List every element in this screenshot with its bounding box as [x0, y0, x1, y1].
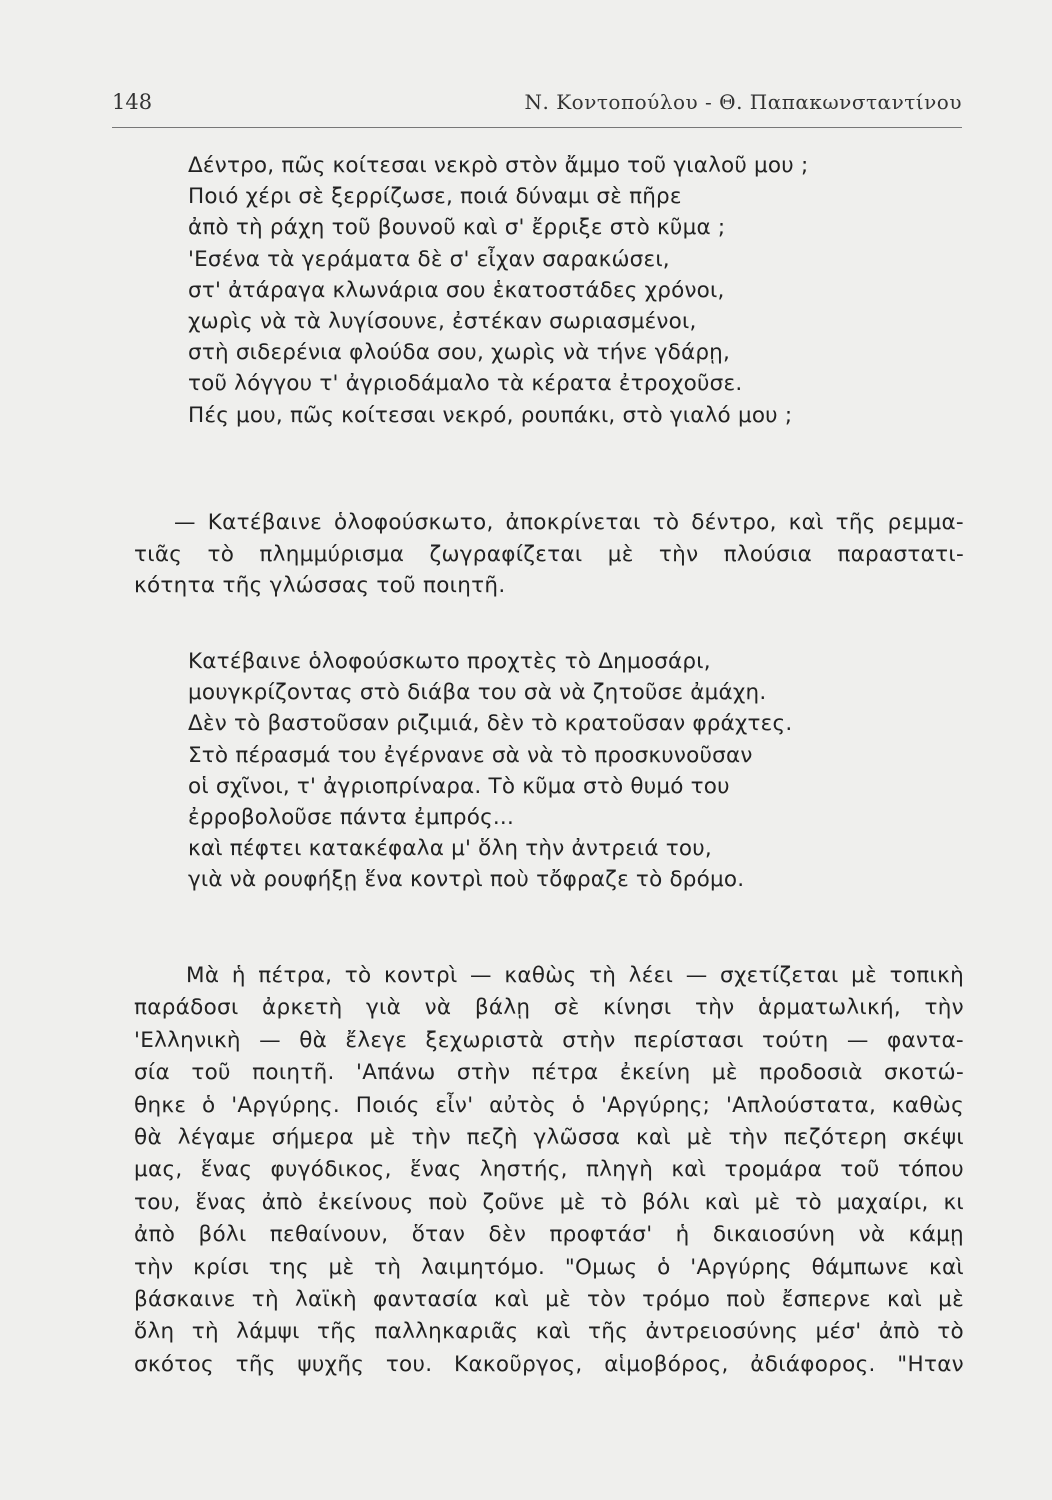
- prose-paragraph-1: [134, 507, 964, 602]
- prose-line: ὅλη τὴ λάμψι τῆς παλληκαριᾶς καὶ τῆς ἀντρειοσύνης μέσ' ἀπὸ τὸ: [134, 1319, 964, 1345]
- prose-line: — Κατέβαινε ὁλοφούσκωτο, ἀποκρίνεται τὸ δέντρο, καὶ τῆς ρεμμα-: [174, 510, 964, 535]
- poem-line: τοῦ λόγγου τ' ἀγριοδάμαλο τὰ κέρατα ἐτροχοῦσε.: [188, 371, 743, 397]
- prose-line: σκότος τῆς ψυχῆς του. Κακοῦργος, αἱμοβόρος, ἀδιάφορος. "Ηταν: [134, 1351, 964, 1377]
- prose-line: παράδοσι ἀρκετὴ γιὰ νὰ βάλῃ σὲ κίνησι τὴν ἁρματωλική, τὴν: [134, 995, 964, 1021]
- prose-line: θηκε ὁ 'Αργύρης. Ποιός εἶν' αὐτὸς ὁ 'Αργύρης; 'Απλούστατα, καθὼς: [134, 1092, 964, 1118]
- running-head: Ν. Κοντοπούλου - Θ. Παπακωνσταντίνου: [524, 90, 962, 114]
- poem-line: καὶ πέφτει κατακέφαλα μ' ὅλη τὴν ἀντρειά του,: [188, 836, 712, 862]
- poem-line: Ποιό χέρι σὲ ξερρίζωσε, ποιά δύναμι σὲ πῆρε: [188, 184, 682, 210]
- prose-line: τιᾶς τὸ πλημμύρισμα ζωγραφίζεται μὲ τὴν πλούσια παραστατι-: [134, 541, 964, 567]
- poem-line: ἐρροβολοῦσε πάντα ἐμπρός...: [188, 805, 514, 831]
- poem-line: Στὸ πέρασμά του ἐγέρνανε σὰ νὰ τὸ προσκυνοῦσαν: [188, 742, 753, 768]
- prose-line: σία τοῦ ποιητῆ. 'Απάνω στὴν πέτρα ἐκείνη μὲ προδοσιὰ σκοτώ-: [134, 1060, 964, 1086]
- poem-line: μουγκρίζοντας στὸ διάβα του σὰ νὰ ζητοῦσε ἀμάχη.: [188, 680, 767, 706]
- poem-line: στ' ἀτάραγα κλωνάρια σου ἑκατοστάδες χρόνοι,: [188, 277, 725, 303]
- prose-line: κότητα τῆς γλώσσας τοῦ ποιητῆ.: [134, 573, 506, 598]
- poem-line: Δὲν τὸ βαστοῦσαν ριζιμιά, δὲν τὸ κρατοῦσαν φράχτες.: [188, 711, 793, 737]
- poem-line: Πές μου, πῶς κοίτεσαι νεκρό, ρουπάκι, στὸ γιαλό μου ;: [188, 402, 793, 428]
- poem-line: οἱ σχῖνοι, τ' ἀγριοπρίναρα. Τὸ κῦμα στὸ θυμό του: [188, 773, 730, 799]
- prose-line: μας, ἕνας φυγόδικος, ἕνας ληστής, πληγὴ καὶ τρομάρα τοῦ τόπου: [134, 1157, 964, 1183]
- poem-line: Κατέβαινε ὁλοφούσκωτο προχτὲς τὸ Δημοσάρι,: [188, 649, 711, 674]
- poem-line: Δέντρο, πῶς κοίτεσαι νεκρὸ στὸν ἄμμο τοῦ γιαλοῦ μου ;: [188, 153, 809, 178]
- prose-line: του, ἕνας ἀπὸ ἐκείνους ποὺ ζοῦνε μὲ τὸ βόλι καὶ μὲ τὸ μαχαίρι, κι: [134, 1189, 964, 1215]
- poem-line: στὴ σιδερένια φλούδα σου, χωρὶς νὰ τήνε γδάρῃ,: [188, 340, 731, 366]
- prose-line: θὰ λέγαμε σήμερα μὲ τὴν πεζὴ γλῶσσα καὶ μὲ τὴν πεζότερη σκέψι: [134, 1125, 964, 1151]
- poem-line: γιὰ νὰ ρουφήξῃ ἕνα κοντρὶ ποὺ τὄφραζε τὸ δρόμο.: [188, 867, 745, 893]
- poem-line: 'Εσένα τὰ γεράματα δὲ σ' εἶχαν σαρακώσει,: [188, 246, 670, 272]
- poem-stanza-1: [188, 150, 808, 431]
- poem-line: ἀπὸ τὴ ράχη τοῦ βουνοῦ καὶ σ' ἔρριξε στὸ κῦμα ;: [188, 215, 726, 241]
- page-header: [112, 86, 962, 126]
- poem-stanza-2: [188, 646, 792, 896]
- prose-line: 'Ελληνικὴ — θὰ ἔλεγε ξεχωριστὰ στὴν περίστασι τούτη — φαντα-: [134, 1027, 964, 1053]
- prose-line: ἀπὸ βόλι πεθαίνουν, ὅταν δὲν προφτάσ' ἡ δικαιοσύνη νὰ κάμῃ: [134, 1222, 964, 1248]
- header-rule: [112, 127, 962, 128]
- page-number: 148: [112, 90, 153, 114]
- prose-line: βάσκαινε τὴ λαϊκὴ φαντασία καὶ μὲ τὸν τρόμο ποὺ ἔσπερνε καὶ μὲ: [134, 1287, 964, 1313]
- prose-line: Μὰ ἡ πέτρα, τὸ κοντρὶ — καθὼς τὴ λέει — σχετίζεται μὲ τοπικὴ: [186, 963, 964, 988]
- prose-line: τὴν κρίσι της μὲ τὴ λαιμητόμο. "Ομως ὁ 'Αργύρης θάμπωνε καὶ: [134, 1254, 964, 1280]
- poem-line: χωρὶς νὰ τὰ λυγίσουνε, ἐστέκαν σωριασμένοι,: [188, 309, 697, 335]
- prose-paragraph-2: [134, 960, 964, 1381]
